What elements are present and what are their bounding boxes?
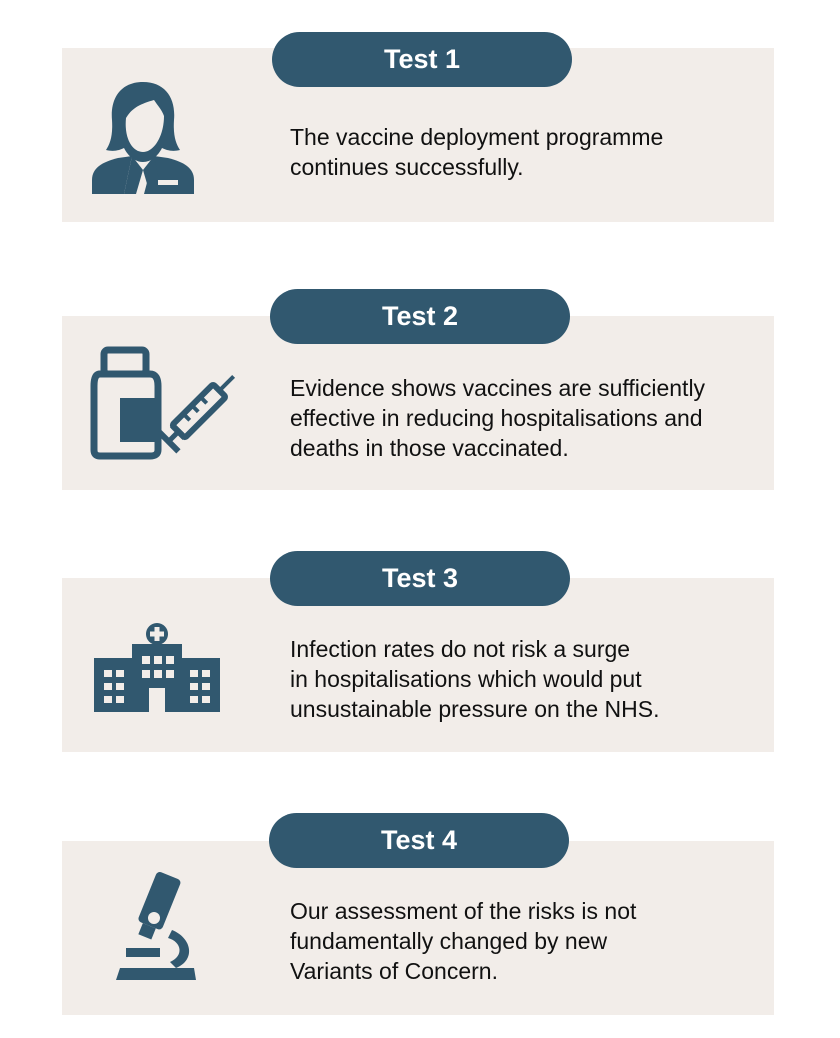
test-1-line-1: The vaccine deployment programme <box>290 124 664 150</box>
test-1-line-2: continues successfully. <box>290 154 524 180</box>
test-1-description <box>290 122 760 182</box>
test-4-header: Test 4 <box>269 813 569 868</box>
test-2-description <box>290 373 760 463</box>
test-4-description <box>290 896 760 986</box>
test-1-header: Test 1 <box>272 32 572 87</box>
test-2-line-1: Evidence shows vaccines are sufficiently <box>290 375 706 401</box>
test-3-line-1: Infection rates do not risk a surge <box>290 636 631 662</box>
test-4-line-3: Variants of Concern. <box>290 958 498 984</box>
vaccine-vial-syringe-icon <box>90 346 235 461</box>
microscope-icon <box>112 872 202 982</box>
person-icon <box>88 78 198 196</box>
test-2-line-2: effective in reducing hospitalisations and <box>290 405 703 431</box>
test-3-header: Test 3 <box>270 551 570 606</box>
test-4-line-2: fundamentally changed by new <box>290 928 608 954</box>
test-4-line-1: Our assessment of the risks is not <box>290 898 637 924</box>
hospital-icon <box>92 622 222 714</box>
test-2-line-3: deaths in those vaccinated. <box>290 435 569 461</box>
test-2-header: Test 2 <box>270 289 570 344</box>
test-3-line-3: unsustainable pressure on the NHS. <box>290 696 660 722</box>
test-3-line-2: in hospitalisations which would put <box>290 666 642 692</box>
test-3-description <box>290 634 760 724</box>
